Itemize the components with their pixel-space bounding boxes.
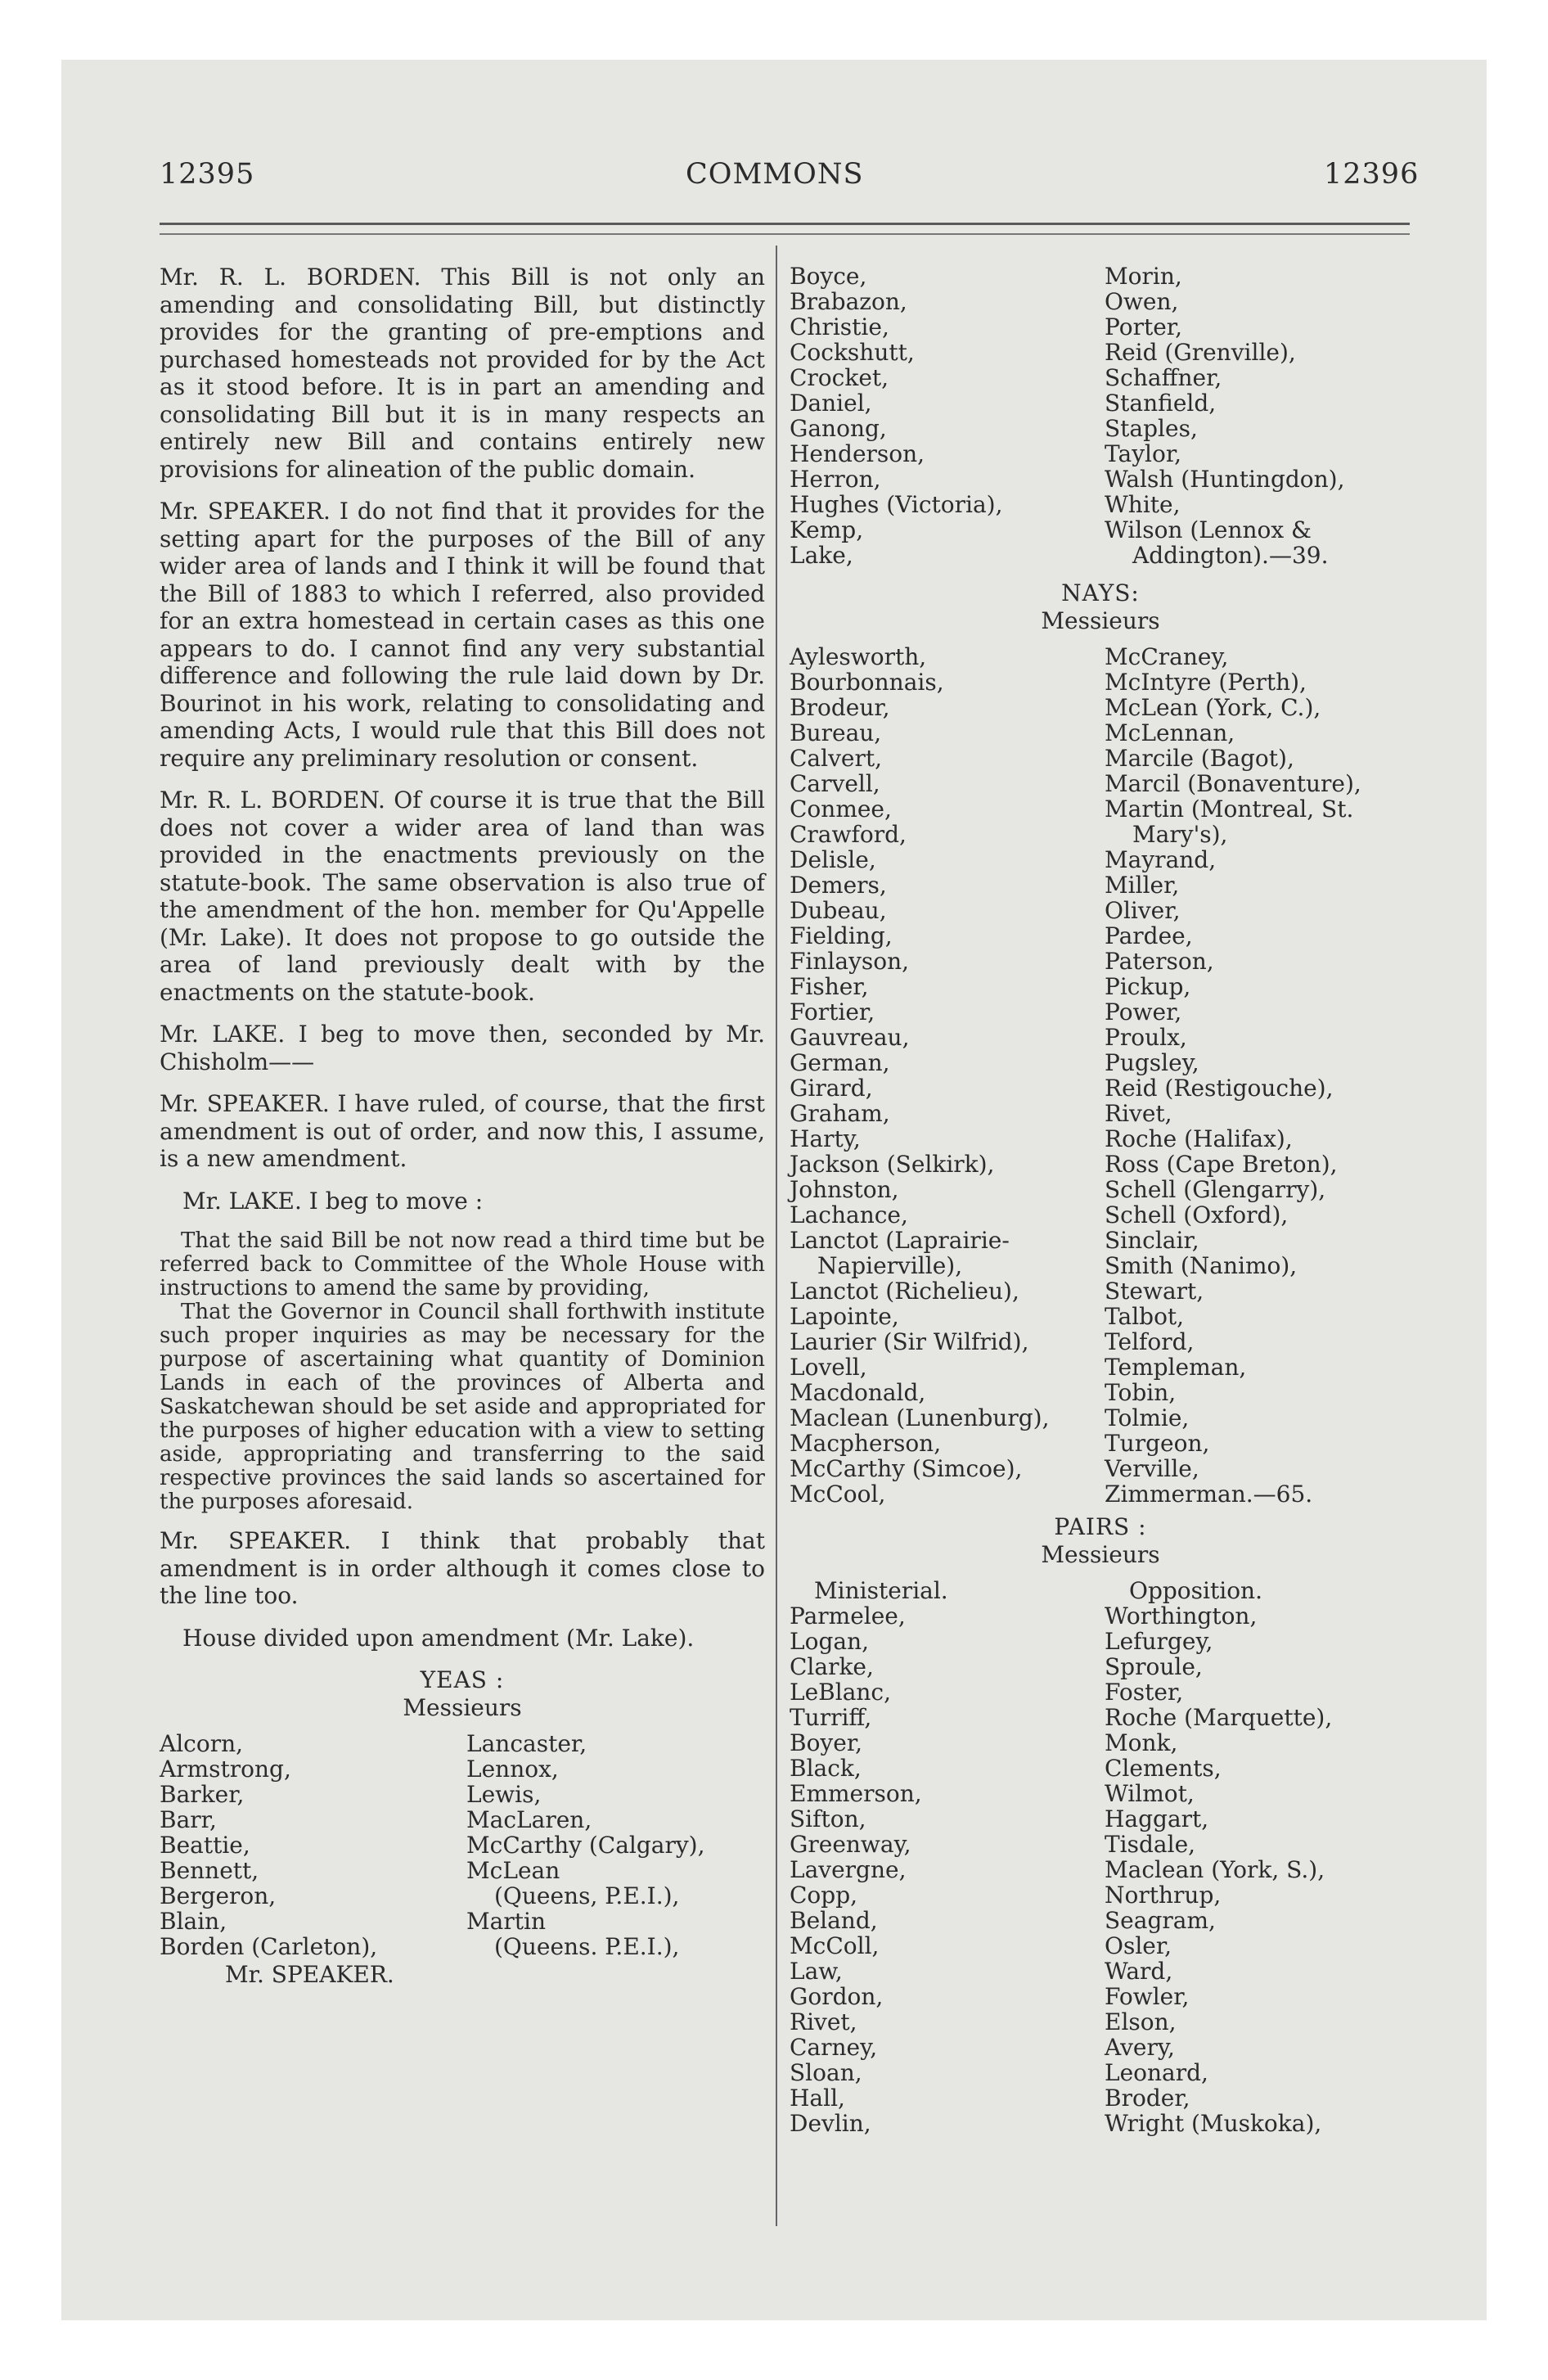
- member-name: Walsh (Huntingdon),: [1105, 466, 1345, 493]
- member-name: Turriff,: [790, 1704, 872, 1731]
- member-name: Roche (Marquette),: [1105, 1704, 1333, 1731]
- member-name: Kemp,: [790, 516, 864, 543]
- member-name: Schell (Glengarry),: [1105, 1176, 1326, 1203]
- member-name: Morin,: [1105, 263, 1182, 290]
- member-name: McIntyre (Perth),: [1105, 669, 1307, 696]
- member-name: Copp,: [790, 1882, 858, 1909]
- yeas-col-2: [466, 1731, 765, 1959]
- running-title: COMMONS: [686, 158, 864, 191]
- member-name: McCarthy (Calgary),: [466, 1832, 705, 1859]
- pairs-ministerial: [790, 1578, 1096, 2136]
- ministerial-title: Ministerial.: [814, 1577, 948, 1604]
- member-name: Napierville),: [817, 1252, 963, 1279]
- member-name: Harty,: [790, 1125, 861, 1152]
- member-name: Parmelee,: [790, 1602, 906, 1629]
- member-name: Macpherson,: [790, 1430, 942, 1457]
- member-name: Sproule,: [1105, 1653, 1203, 1680]
- member-name: Hall,: [790, 2085, 845, 2112]
- member-name: Carney,: [790, 2034, 878, 2061]
- yeas-col-4: [1105, 264, 1411, 568]
- member-name: Seagram,: [1105, 1907, 1216, 1934]
- member-name: Crocket,: [790, 364, 889, 391]
- member-name: Greenway,: [790, 1831, 911, 1858]
- member-name: Daniel,: [790, 390, 872, 417]
- member-name: Lovell,: [790, 1354, 867, 1381]
- member-name: Verville,: [1105, 1455, 1199, 1482]
- member-name: Monk,: [1105, 1729, 1178, 1756]
- member-name: Barr,: [160, 1806, 217, 1833]
- debate-paragraph: [160, 1188, 765, 1215]
- pairs-opposition: [1105, 1578, 1411, 2136]
- yeas-heading: YEAS :: [420, 1666, 505, 1693]
- member-name: White,: [1105, 491, 1181, 518]
- member-name: Northrup,: [1105, 1882, 1222, 1909]
- member-name: Blain,: [160, 1908, 227, 1935]
- member-name: Ward,: [1105, 1958, 1173, 1985]
- member-name: Clarke,: [790, 1653, 874, 1680]
- member-name: Macdonald,: [790, 1379, 926, 1406]
- member-name: Talbot,: [1105, 1303, 1185, 1330]
- pairs-heading: PAIRS :: [1054, 1513, 1147, 1540]
- member-name: Logan,: [790, 1628, 870, 1655]
- member-name: Marcil (Bonaventure),: [1105, 770, 1361, 797]
- member-name: Laurier (Sir Wilfrid),: [790, 1328, 1029, 1355]
- member-name: MacLaren,: [466, 1806, 592, 1833]
- member-name: Lancaster,: [466, 1730, 587, 1757]
- member-name: Stewart,: [1105, 1278, 1204, 1305]
- pairs-list: [790, 1578, 1411, 2136]
- member-name: Foster,: [1105, 1679, 1184, 1706]
- member-name: Smith (Nanimo),: [1105, 1252, 1298, 1279]
- speech-text: I beg to move then, seconded by Mr. Chisholm——: [160, 1021, 765, 1075]
- member-name: Cockshutt,: [790, 339, 915, 366]
- debate-paragraph: [160, 1527, 765, 1610]
- right-column: [790, 264, 1411, 2136]
- member-name: Proulx,: [1105, 1024, 1187, 1051]
- member-name: Brabazon,: [790, 288, 907, 315]
- member-name: Law,: [790, 1958, 843, 1985]
- debate-paragraph: [160, 1021, 765, 1075]
- yeas-list-continued: [790, 264, 1411, 568]
- member-name: Fowler,: [1105, 1983, 1190, 2010]
- member-name: Jackson (Selkirk),: [790, 1151, 995, 1178]
- member-name: Paterson,: [1105, 948, 1214, 975]
- member-name: Bennett,: [160, 1857, 259, 1884]
- member-name: Lanctot (Laprairie-: [790, 1227, 1010, 1254]
- member-name: Bureau,: [790, 719, 882, 746]
- nays-col-2: [1105, 644, 1411, 1507]
- member-name: Black,: [790, 1755, 862, 1782]
- member-name: Osler,: [1105, 1932, 1172, 1959]
- speaker-name: Mr. SPEAKER.: [160, 1527, 352, 1554]
- member-name: Carvell,: [790, 770, 880, 797]
- member-name: Telford,: [1105, 1328, 1195, 1355]
- member-name: Rivet,: [1105, 1100, 1172, 1127]
- speech-text: This Bill is not only an amending and consolidating Bill, but distinctly provides for the granting of pre-emptions and purchased homesteads not provided for by the Act as it stood before. It is in part an amending and consolidating Bill but it is in many respects an entirely new Bill and contains entirely new provisions for alineation of the public domain.: [160, 264, 765, 483]
- member-name: Hughes (Victoria),: [790, 491, 1003, 518]
- member-name: Lanctot (Richelieu),: [790, 1278, 1019, 1305]
- left-column: [160, 264, 765, 1989]
- member-name: Clements,: [1105, 1755, 1222, 1782]
- member-name: Crawford,: [790, 821, 907, 848]
- speech-text: I beg to move :: [308, 1187, 484, 1215]
- member-name: Marcile (Bagot),: [1105, 745, 1294, 772]
- member-name: Wilson (Lennox &: [1105, 516, 1312, 543]
- member-name: Tolmie,: [1105, 1404, 1190, 1431]
- column-divider: [776, 246, 777, 2226]
- member-name: Beland,: [790, 1907, 878, 1934]
- speaker-name: Mr. R. L. BORDEN.: [160, 264, 421, 291]
- member-name: Gauvreau,: [790, 1024, 910, 1051]
- member-name: (Queens. P.E.I.),: [494, 1933, 680, 1960]
- header-rule-top: [160, 223, 1410, 225]
- member-name: Mary's),: [1132, 821, 1228, 848]
- member-name: Reid (Restigouche),: [1105, 1075, 1334, 1102]
- member-name: Worthington,: [1105, 1602, 1258, 1629]
- member-name: Bourbonnais,: [790, 669, 944, 696]
- member-name: Pickup,: [1105, 973, 1191, 1000]
- member-name: Roche (Halifax),: [1105, 1125, 1293, 1152]
- member-name: Christie,: [790, 313, 889, 340]
- member-name: Boyce,: [790, 263, 867, 290]
- member-name: (Queens, P.E.I.),: [494, 1882, 680, 1909]
- member-name: Armstrong,: [160, 1756, 291, 1783]
- member-name: Emmerson,: [790, 1780, 922, 1807]
- member-name: Fisher,: [790, 973, 869, 1000]
- speaker-name: Mr. SPEAKER.: [160, 1090, 330, 1117]
- member-name: Ross (Cape Breton),: [1105, 1151, 1338, 1178]
- division-note: House divided upon amendment (Mr. Lake).: [182, 1624, 695, 1652]
- member-name: Leonard,: [1105, 2059, 1208, 2086]
- speech-text: I do not find that it provides for the setting apart for the purposes of the Bill of any wider area of lands and I think it will be found that the Bill of 1883 to which I referred, also provided for an extra homestead in certain cases as this one appears to do. I cannot find any very substantial difference and following the rule laid down by Dr. Bourinot in his work, relating to consolidating and amending Acts, I would rule that this Bill does not require any preliminary resolution or consent.: [160, 498, 765, 772]
- member-name: Martin: [466, 1908, 546, 1935]
- nays-heading: NAYS:: [1061, 579, 1140, 606]
- member-name: Beattie,: [160, 1832, 250, 1859]
- left-page-number: 12395: [160, 158, 255, 191]
- debate-paragraph: [160, 787, 765, 1006]
- yeas-col-3: [790, 264, 1096, 568]
- member-name: Boyer,: [790, 1729, 863, 1756]
- member-name: Pardee,: [1105, 922, 1193, 949]
- member-name: Addington).—39.: [1132, 542, 1329, 569]
- nays-messieurs: Messieurs: [1041, 606, 1160, 634]
- member-name: LeBlanc,: [790, 1679, 892, 1706]
- yeas-col-1: [160, 1731, 458, 1959]
- member-name: Alcorn,: [160, 1730, 244, 1757]
- member-name: Lake,: [790, 542, 853, 569]
- member-name: Broder,: [1105, 2085, 1190, 2112]
- member-name: Fortier,: [790, 998, 875, 1025]
- member-name: Turgeon,: [1105, 1430, 1210, 1457]
- member-name: McCarthy (Simcoe),: [790, 1455, 1023, 1482]
- member-name: Mayrand,: [1105, 846, 1217, 873]
- member-name: Brodeur,: [790, 694, 890, 721]
- member-name: Power,: [1105, 998, 1182, 1025]
- member-name: Schaffner,: [1105, 364, 1222, 391]
- member-name: Herron,: [790, 466, 881, 493]
- member-name: McColl,: [790, 1932, 880, 1959]
- member-name: Borden (Carleton),: [160, 1933, 378, 1960]
- member-name: Wilmot,: [1105, 1780, 1195, 1807]
- member-name: Demers,: [790, 872, 887, 899]
- member-name: Finlayson,: [790, 948, 910, 975]
- member-name: Stanfield,: [1105, 390, 1217, 417]
- member-name: Johnston,: [790, 1176, 899, 1203]
- member-name: Templeman,: [1105, 1354, 1247, 1381]
- member-name: McCool,: [790, 1481, 886, 1508]
- member-name: Bergeron,: [160, 1882, 277, 1909]
- member-name: Delisle,: [790, 846, 876, 873]
- speaker-name: Mr. SPEAKER.: [160, 498, 331, 525]
- member-name: Taylor,: [1105, 440, 1182, 467]
- speaker-name: Mr. LAKE.: [182, 1187, 302, 1215]
- right-page-number: 12396: [1324, 158, 1420, 191]
- speaker-name: Mr. LAKE.: [160, 1021, 286, 1048]
- member-name: Tisdale,: [1105, 1831, 1196, 1858]
- member-name: Lefurgey,: [1105, 1628, 1213, 1655]
- member-name: Girard,: [790, 1075, 873, 1102]
- member-name: Sinclair,: [1105, 1227, 1199, 1254]
- member-name: Rivet,: [790, 2008, 857, 2035]
- opposition-title: Opposition.: [1129, 1577, 1262, 1604]
- member-name: Sifton,: [790, 1805, 866, 1832]
- member-name: Gordon,: [790, 1983, 884, 2010]
- member-name: Staples,: [1105, 415, 1198, 442]
- debate-paragraph: [160, 1090, 765, 1173]
- header-rule-bottom: [160, 233, 1410, 235]
- speech-text: I have ruled, of course, that the first amendment is out of order, and now this, I assume, is a new amendment.: [160, 1090, 765, 1172]
- yeas-speaker: Mr. SPEAKER.: [225, 1961, 394, 1988]
- member-name: Reid (Grenville),: [1105, 339, 1296, 366]
- member-name: Miller,: [1105, 872, 1180, 899]
- member-name: German,: [790, 1049, 890, 1076]
- member-name: Schell (Oxford),: [1105, 1201, 1289, 1228]
- member-name: Dubeau,: [790, 897, 887, 924]
- member-name: Graham,: [790, 1100, 890, 1127]
- member-name: Wright (Muskoka),: [1105, 2110, 1322, 2137]
- debate-paragraph: [160, 498, 765, 772]
- member-name: Lachance,: [790, 1201, 908, 1228]
- pairs-messieurs: Messieurs: [1041, 1540, 1160, 1568]
- member-name: Pugsley,: [1105, 1049, 1199, 1076]
- member-name: Lavergne,: [790, 1856, 907, 1883]
- member-name: Lewis,: [466, 1781, 542, 1808]
- member-name: McLennan,: [1105, 719, 1235, 746]
- member-name: McLean (York, C.),: [1105, 694, 1321, 721]
- member-name: Lapointe,: [790, 1303, 899, 1330]
- member-name: Avery,: [1105, 2034, 1175, 2061]
- member-name: Martin (Montreal, St.: [1105, 796, 1354, 823]
- member-name: Maclean (Lunenburg),: [790, 1404, 1050, 1431]
- member-name: Barker,: [160, 1781, 245, 1808]
- speaker-name: Mr. R. L. BORDEN.: [160, 787, 385, 814]
- member-name: Porter,: [1105, 313, 1182, 340]
- member-name: Maclean (York, S.),: [1105, 1856, 1325, 1883]
- member-name: Ganong,: [790, 415, 887, 442]
- member-name: Lennox,: [466, 1756, 559, 1783]
- member-name: Aylesworth,: [790, 643, 927, 670]
- speech-text: I think that probably that amendment is in order although it comes close to the line too.: [160, 1527, 765, 1609]
- member-name: Fielding,: [790, 922, 893, 949]
- member-name: Conmee,: [790, 796, 892, 823]
- debate-paragraph: [160, 264, 765, 483]
- member-name: McLean: [466, 1857, 560, 1884]
- motion-text: That the Governor in Council shall forthwith institute such proper inquiries as may be necessary for the purpose of ascertaining what quantity of Dominion Lands in each of the provinces of Alberta and Saskatchewan should be set aside and appropriated for the purposes of higher education with a view to setting aside, appropriating and transferring to the said respective provinces the said lands so ascertained for the purposes aforesaid.: [160, 1300, 765, 1514]
- member-name: Elson,: [1105, 2008, 1177, 2035]
- member-name: Calvert,: [790, 745, 882, 772]
- member-name: Haggart,: [1105, 1805, 1209, 1832]
- member-name: Henderson,: [790, 440, 925, 467]
- motion-text: That the said Bill be not now read a third time but be referred back to Committee of the Whole House with instructions to amend the same by providing,: [160, 1228, 765, 1300]
- member-name: Sloan,: [790, 2059, 862, 2086]
- speech-text: Of course it is true that the Bill does not cover a wider area of land than was provided in the enactments previously on the statute-book. The same observation is also true of the amendment of the hon. member for Qu'Appelle (Mr. Lake). It does not propose to go outside the area of land previously dealt with by the enactments on the statute-book.: [160, 787, 765, 1006]
- member-name: Zimmerman.—65.: [1105, 1481, 1313, 1508]
- nays-col-1: [790, 644, 1096, 1507]
- nays-list: [790, 644, 1411, 1507]
- yeas-messieurs: Messieurs: [403, 1693, 522, 1721]
- member-name: Tobin,: [1105, 1379, 1177, 1406]
- member-name: Oliver,: [1105, 897, 1181, 924]
- member-name: Devlin,: [790, 2110, 871, 2137]
- member-name: McCraney,: [1105, 643, 1229, 670]
- member-name: Owen,: [1105, 288, 1179, 315]
- yeas-list-left: [160, 1731, 765, 1959]
